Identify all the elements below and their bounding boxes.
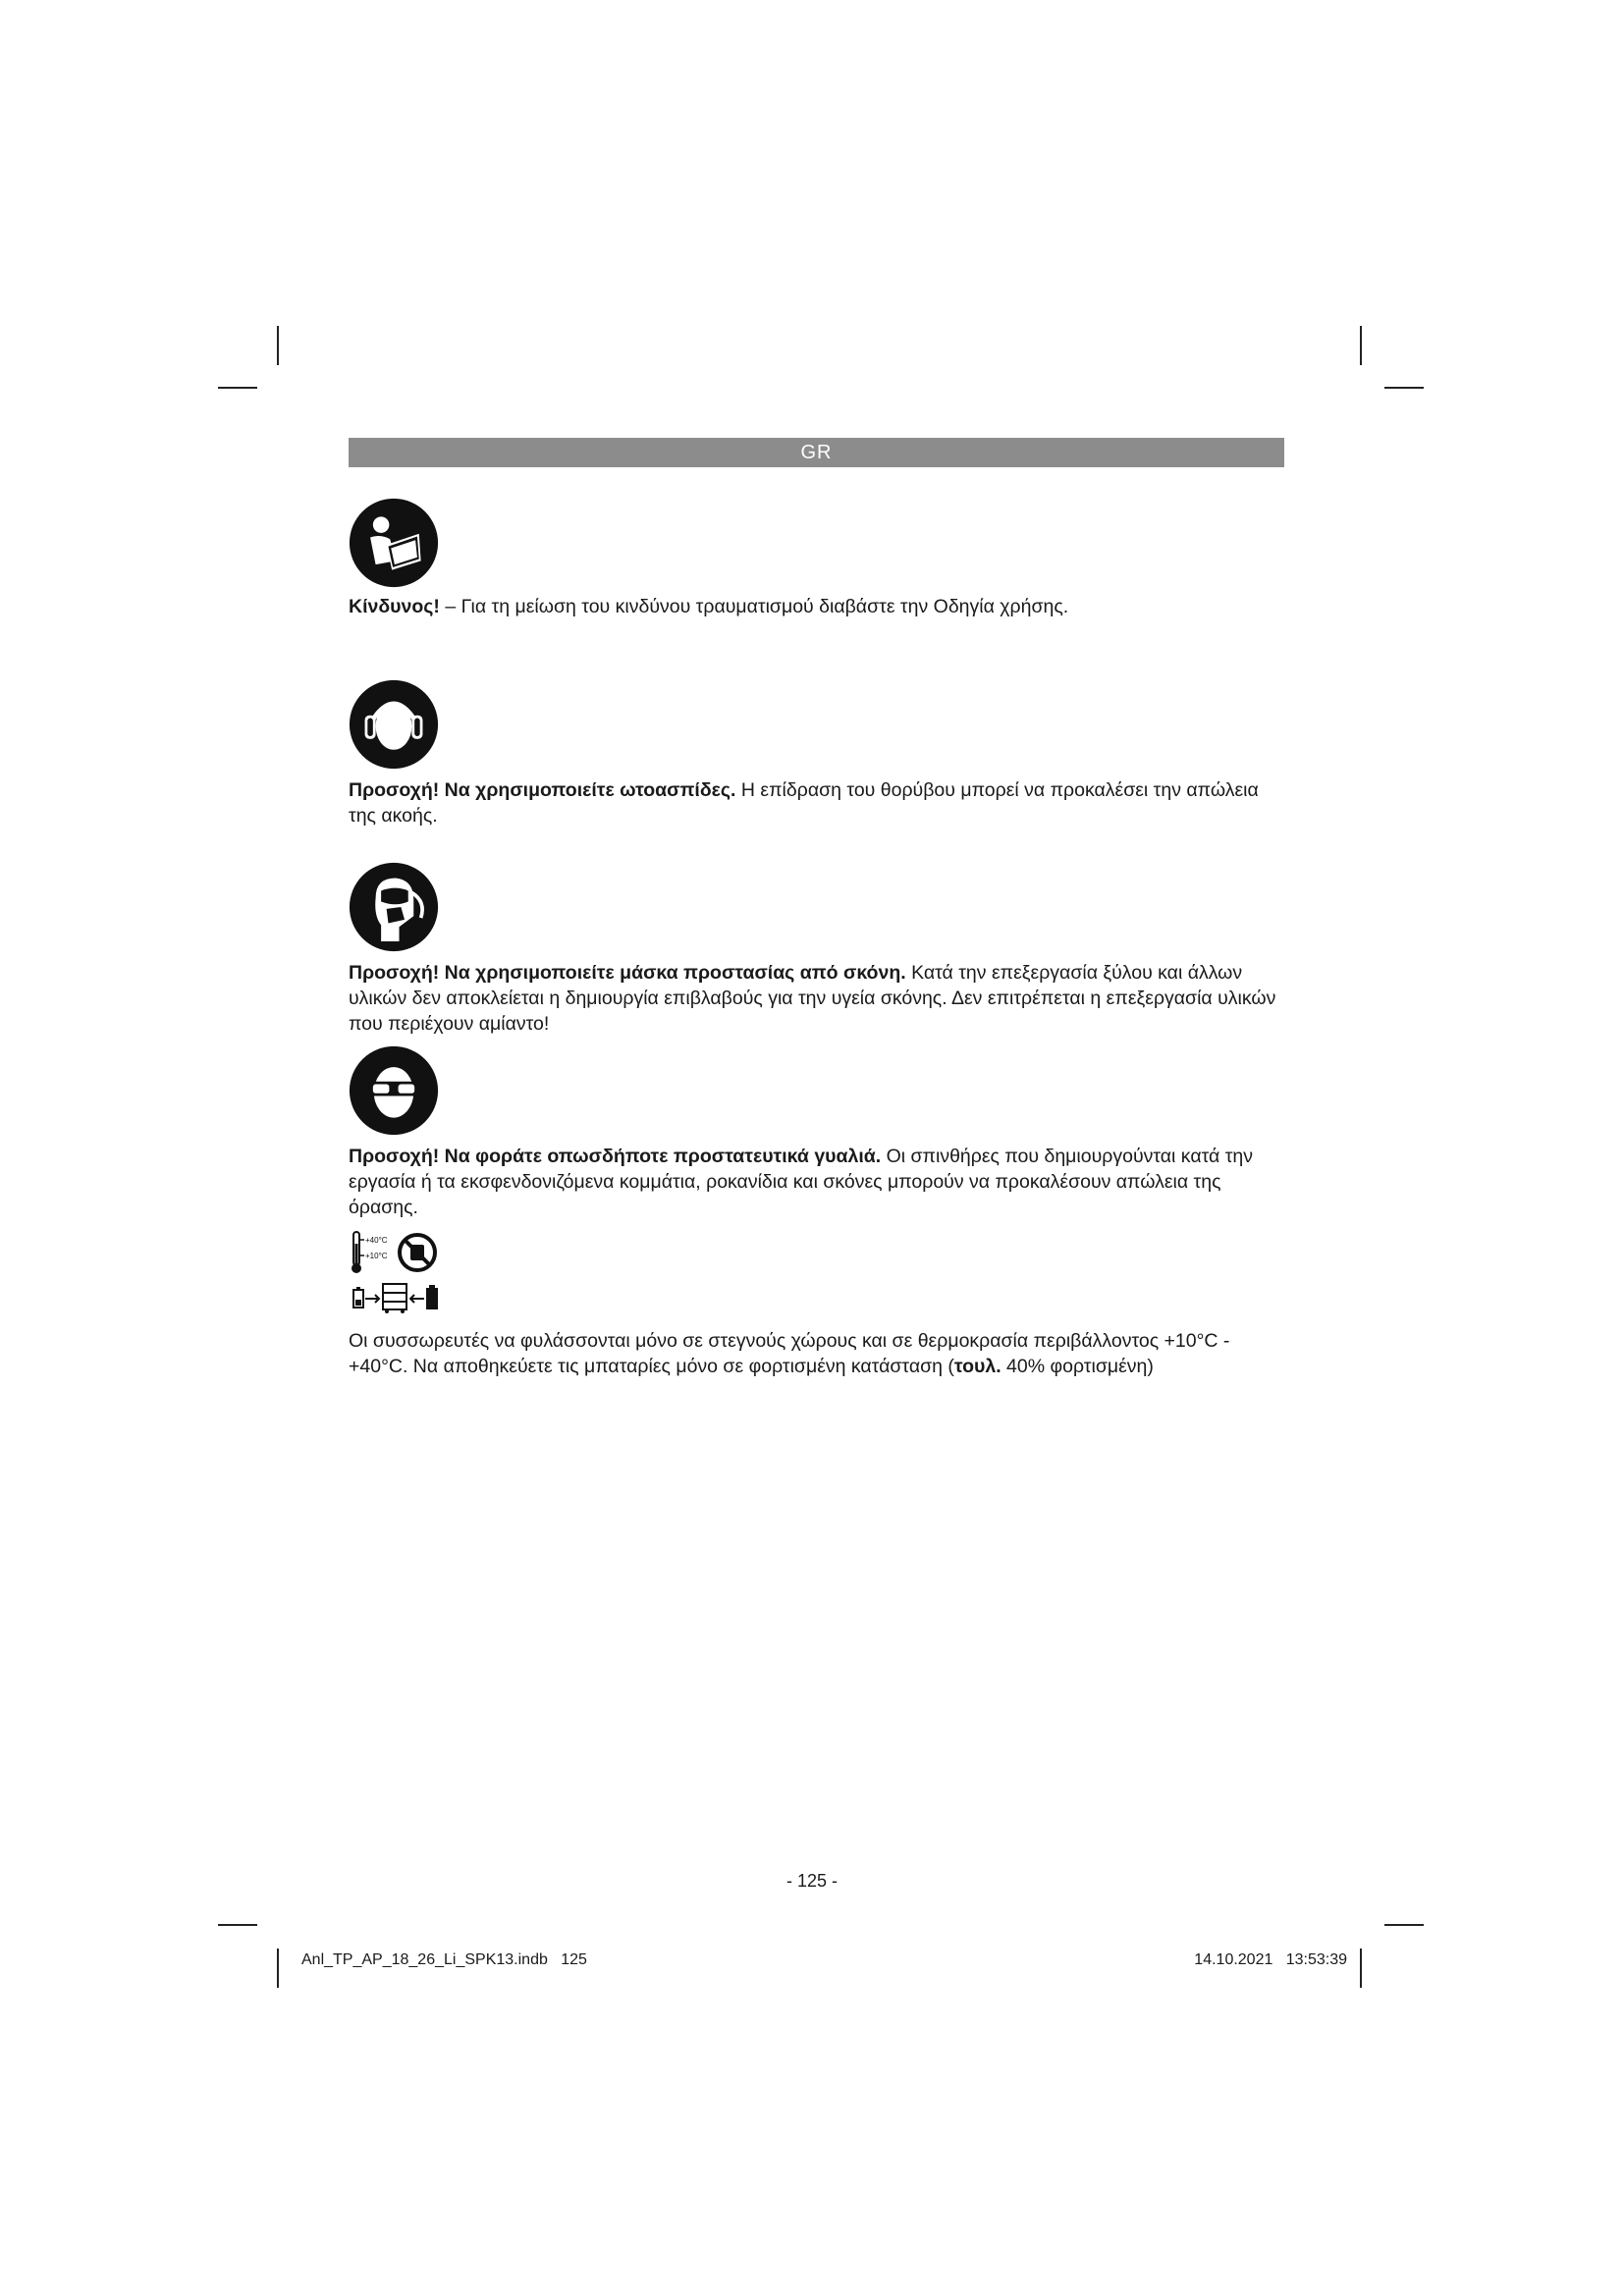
battery-storage-icon bbox=[352, 1282, 442, 1313]
temp-high-label: +40°C bbox=[365, 1236, 388, 1245]
crop-mark-bottom-left-h bbox=[218, 1924, 257, 1926]
storage-body-after: 40% φορτισμένη) bbox=[1001, 1356, 1154, 1377]
storage-body-bold: τουλ. bbox=[953, 1356, 1001, 1377]
section-dust-mask-text bbox=[349, 960, 1276, 1037]
section-ear-protection-body: Η επίδραση του θορύβου μπορεί να προκαλέσει την απώλεια της ακοής. bbox=[349, 779, 1259, 827]
section-goggles-body: Οι σπινθήρες που δημιουργούνται κατά την εργασία ή τα εκσφενδονιζόμενα κομμάτια, ροκανίδια και σκόνες μπορούν να προκαλέσουν απώλεια της όρασης. bbox=[349, 1146, 1254, 1218]
footer-timestamp: 14.10.2021 13:53:39 bbox=[1194, 1951, 1347, 1968]
ear-protection-icon bbox=[349, 679, 439, 770]
section-ear-protection-text bbox=[349, 777, 1276, 828]
crop-mark-bottom-right-h bbox=[1384, 1924, 1424, 1926]
crop-mark-bottom-right-v bbox=[1360, 1949, 1362, 1988]
section-dust-mask-body: Κατά την επεξεργασία ξύλου και άλλων υλικών δεν αποκλείεται η δημιουργία επιβλαβούς για την υγεία σκόνης. Δεν επιτρέπεται η επεξεργασία υλικών που περιέχουν αμίαντο! bbox=[349, 962, 1276, 1035]
section-danger-heading: Κίνδυνος! bbox=[349, 596, 440, 617]
storage-body-before: Οι συσσωρευτές να φυλάσσονται μόνο σε στεγνούς χώρους και σε θερμοκρασία περιβάλλοντος +10°C - +40°C. Να αποθηκεύετε τις μπαταρίες μόνο σε φορτισμένη κατάσταση ( bbox=[349, 1330, 1230, 1377]
read-manual-icon bbox=[349, 498, 439, 588]
section-ear-protection-heading: Προσοχή! Να χρησιμοποιείτε ωτοασπίδες. bbox=[349, 779, 736, 801]
crop-mark-top-left-v bbox=[277, 326, 279, 365]
crop-mark-top-right-h bbox=[1384, 387, 1424, 389]
language-code: GR bbox=[800, 442, 833, 463]
no-water-icon bbox=[397, 1232, 438, 1273]
footer-file-name: Anl_TP_AP_18_26_Li_SPK13.indb 125 bbox=[301, 1951, 587, 1968]
section-danger-body: – Για τη μείωση του κινδύνου τραυματισμού διαβάστε την Οδηγία χρήσης. bbox=[439, 596, 1069, 617]
crop-mark-bottom-left-v bbox=[277, 1949, 279, 1988]
crop-mark-top-left-h bbox=[218, 387, 257, 389]
section-goggles-heading: Προσοχή! Να φοράτε οπωσδήποτε προστατευτικά γυαλιά. bbox=[349, 1146, 882, 1167]
thermometer-icon bbox=[349, 1230, 396, 1275]
dust-mask-icon bbox=[349, 862, 439, 952]
crop-mark-top-right-v bbox=[1360, 326, 1362, 365]
storage-text bbox=[349, 1328, 1276, 1379]
section-danger-text bbox=[349, 594, 1276, 619]
temp-low-label: +10°C bbox=[365, 1252, 388, 1260]
language-header-bar bbox=[349, 438, 1284, 467]
safety-goggles-icon bbox=[349, 1045, 439, 1136]
page-number: - 125 - bbox=[785, 1871, 839, 1891]
section-goggles-text bbox=[349, 1144, 1276, 1220]
section-dust-mask-heading: Προσοχή! Να χρησιμοποιείτε μάσκα προστασίας από σκόνη. bbox=[349, 962, 906, 984]
